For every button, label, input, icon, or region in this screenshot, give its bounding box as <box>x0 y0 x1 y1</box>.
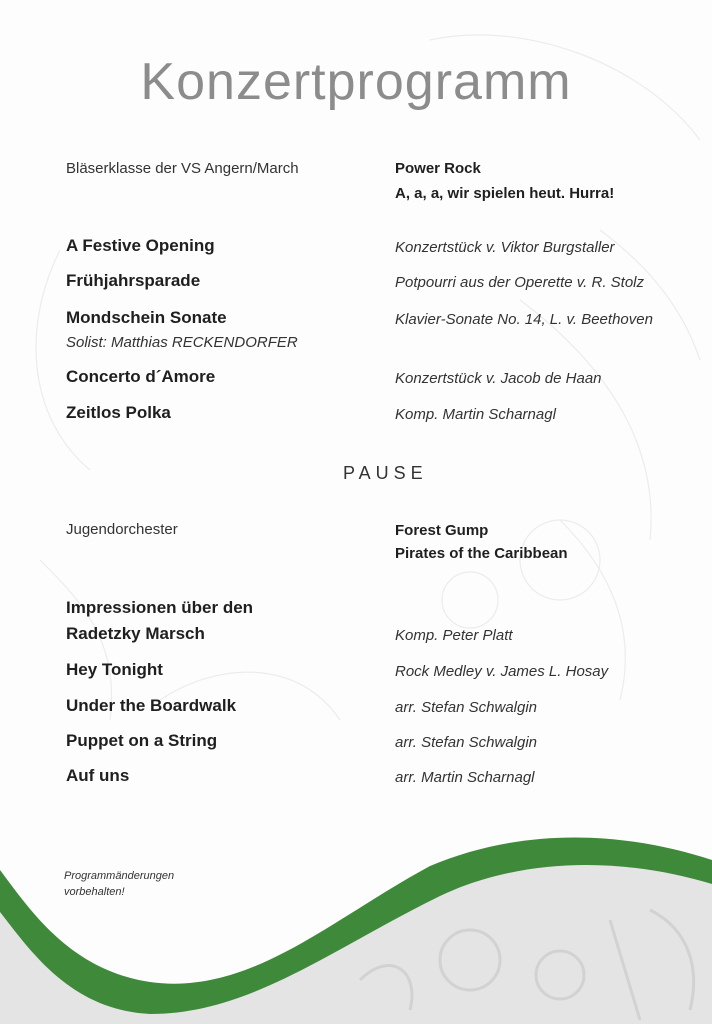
piece-info: Komp. Martin Scharnagl <box>395 406 556 423</box>
piece-info: Komp. Peter Platt <box>395 627 513 644</box>
piece-info: Potpourri aus der Operette v. R. Stolz <box>395 274 645 291</box>
footnote-line: Programmänderungen <box>64 870 175 882</box>
ensemble-piece: Forest Gump <box>395 522 489 539</box>
piece-title: Auf uns <box>66 766 130 785</box>
piece-info: Konzertstück v. Viktor Burgstaller <box>395 239 615 256</box>
page-title: Konzertprogramm <box>140 53 572 111</box>
piece-info: arr. Stefan Schwalgin <box>395 734 538 751</box>
piece-title: Radetzky Marsch <box>66 624 205 643</box>
ensemble-piece: A, a, a, wir spielen heut. Hurra! <box>395 185 615 202</box>
piece-title: Zeitlos Polka <box>66 403 171 422</box>
piece-title: Frühjahrsparade <box>66 271 201 290</box>
ensemble-label-1: Bläserklasse der VS Angern/March <box>66 160 299 177</box>
footnote-line: vorbehalten! <box>64 886 125 898</box>
piece-info: Konzertstück v. Jacob de Haan <box>395 370 602 387</box>
piece-info: Rock Medley v. James L. Hosay <box>395 663 609 680</box>
pause-heading: PAUSE <box>343 463 428 483</box>
piece-title: Puppet on a String <box>66 731 218 750</box>
piece-title: A Festive Opening <box>66 236 215 255</box>
piece-title: Mondschein Sonate <box>66 308 227 327</box>
piece-info: arr. Stefan Schwalgin <box>395 699 538 716</box>
piece-title: Concerto d´Amore <box>66 367 216 386</box>
piece-title: Hey Tonight <box>66 660 163 679</box>
soloist-note: Solist: Matthias RECKENDORFER <box>66 334 298 351</box>
ensemble-piece: Power Rock <box>395 160 481 177</box>
piece-title: Under the Boardwalk <box>66 696 237 715</box>
ensemble-label-2: Jugendorchester <box>66 521 178 538</box>
piece-info: Klavier-Sonate No. 14, L. v. Beethoven <box>395 311 653 328</box>
piece-title: Impressionen über den <box>66 598 254 617</box>
footer-wave <box>0 800 712 1024</box>
piece-info: arr. Martin Scharnagl <box>395 769 535 786</box>
footnote <box>64 868 174 900</box>
ensemble-piece: Pirates of the Caribbean <box>395 545 568 562</box>
